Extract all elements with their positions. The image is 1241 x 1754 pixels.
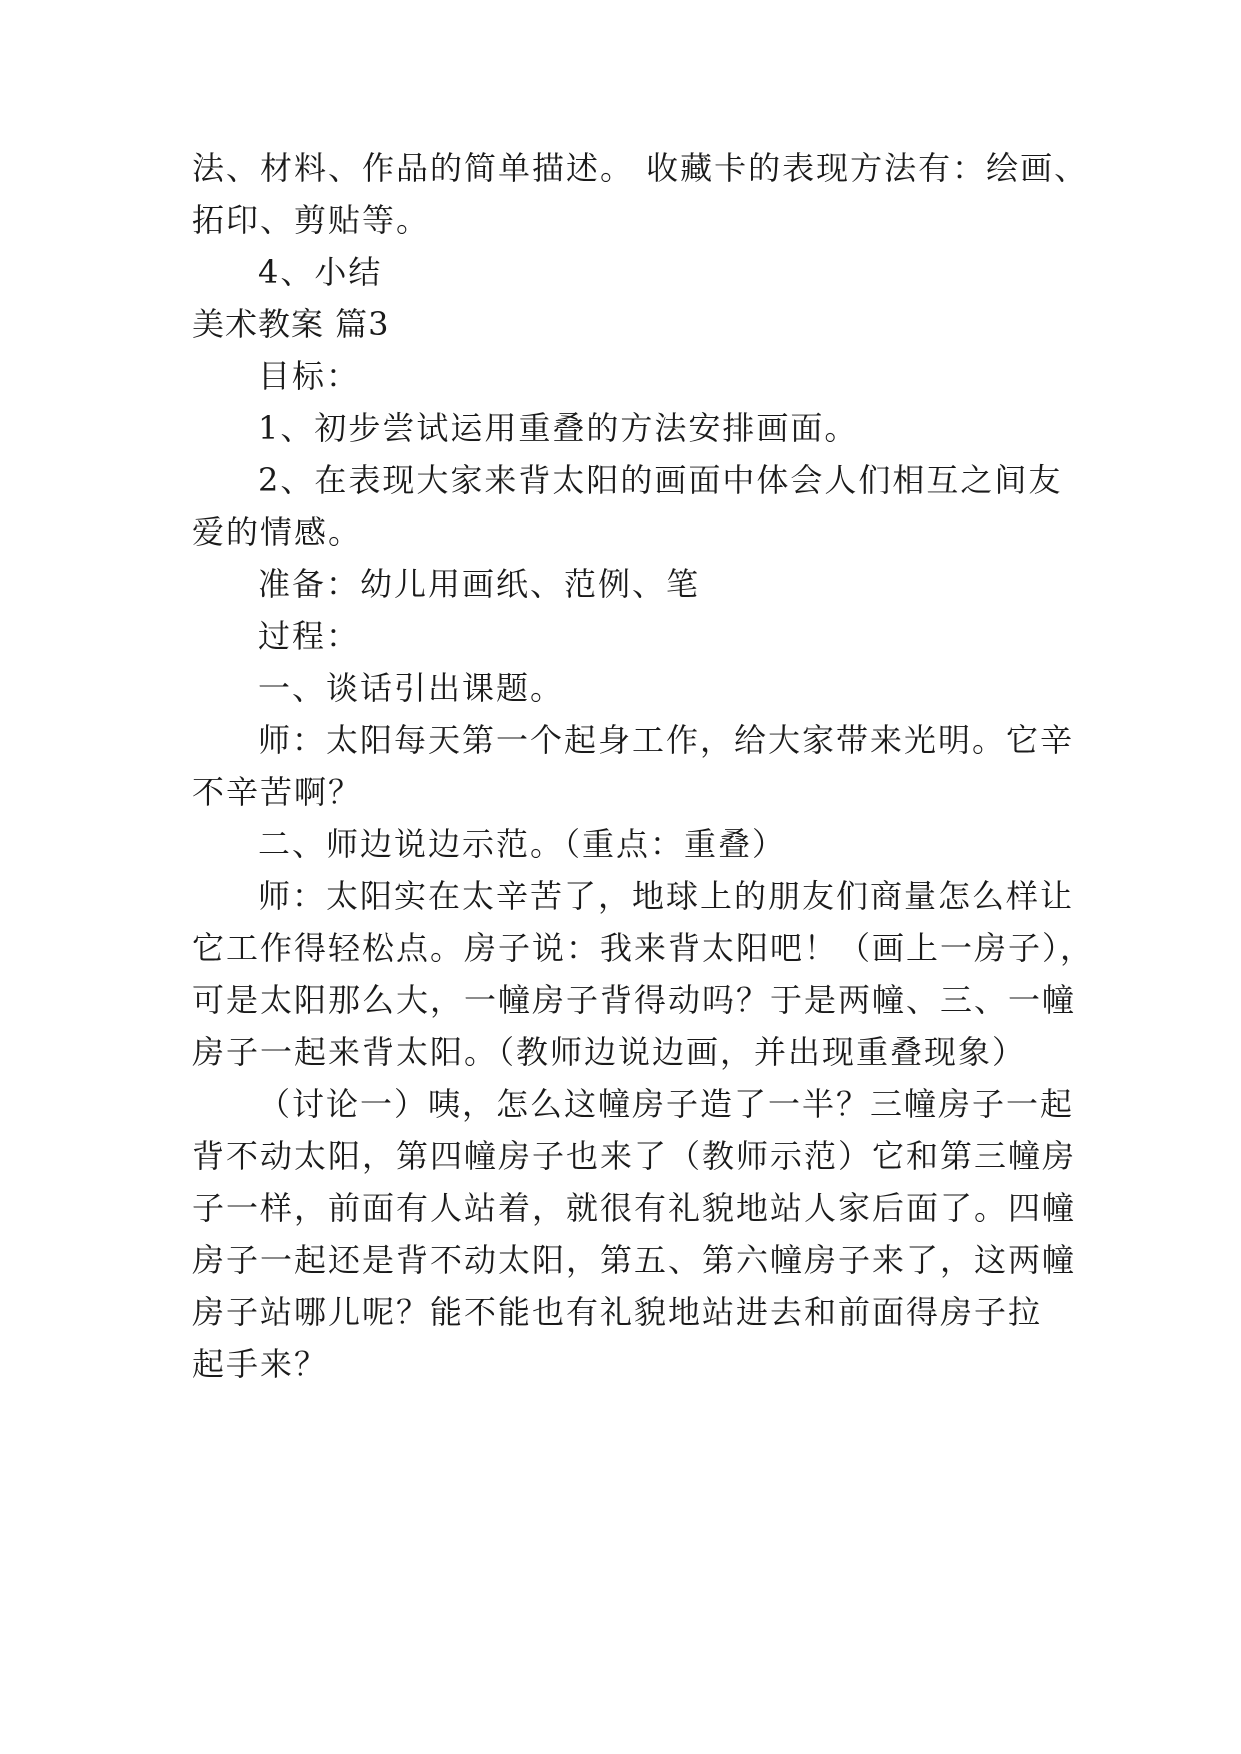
paragraph-line: （讨论一）咦，怎么这幢房子造了一半？三幢房子一起 — [258, 1085, 1075, 1123]
paragraph-line: 一、谈话引出课题。 — [258, 669, 565, 707]
section-subheading: 4、小结 — [258, 253, 383, 291]
paragraph-line: 2、在表现大家来背太阳的画面中体会人们相互之间友 — [258, 461, 1063, 499]
paragraph-line: 1、初步尝试运用重叠的方法安排画面。 — [258, 409, 859, 447]
paragraph-line: 它工作得轻松点。房子说：我来背太阳吧！（画上一房子）， — [192, 929, 1095, 967]
paragraph-line: 爱的情感。 — [192, 513, 363, 551]
paragraph-line: 拓印、剪贴等。 — [192, 201, 431, 239]
paragraph-line: 房子一起还是背不动太阳，第五、第六幢房子来了，这两幢 — [192, 1241, 1077, 1279]
paragraph-line: 师：太阳实在太辛苦了，地球上的朋友们商量怎么样让 — [258, 877, 1075, 915]
paragraph-line: 过程： — [258, 617, 361, 655]
paragraph-line: 房子站哪儿呢？能不能也有礼貌地站进去和前面得房子拉 — [192, 1293, 1043, 1331]
paragraph-line: 准备：幼儿用画纸、范例、笔 — [258, 565, 701, 603]
paragraph-line: 二、师边说边示范。（重点：重叠） — [258, 825, 787, 863]
paragraph-line: 可是太阳那么大，一幢房子背得动吗？于是两幢、三、一幢 — [192, 981, 1077, 1019]
paragraph-line: 背不动太阳，第四幢房子也来了（教师示范）它和第三幢房 — [192, 1137, 1077, 1175]
paragraph-line: 不辛苦啊？ — [192, 773, 363, 811]
paragraph-line: 师：太阳每天第一个起身工作，给大家带来光明。它辛 — [258, 721, 1075, 759]
paragraph-line: 起手来？ — [192, 1345, 329, 1383]
paragraph-line: 目标： — [258, 357, 361, 395]
paragraph-line: 子一样，前面有人站着，就很有礼貌地站人家后面了。四幢 — [192, 1189, 1077, 1227]
paragraph-line: 法、材料、作品的简单描述。 收藏卡的表现方法有：绘画、 — [192, 149, 1089, 187]
section-title: 美术教案 篇3 — [192, 305, 390, 343]
paragraph-line: 房子一起来背太阳。（教师边说边画，并出现重叠现象） — [192, 1033, 1027, 1071]
